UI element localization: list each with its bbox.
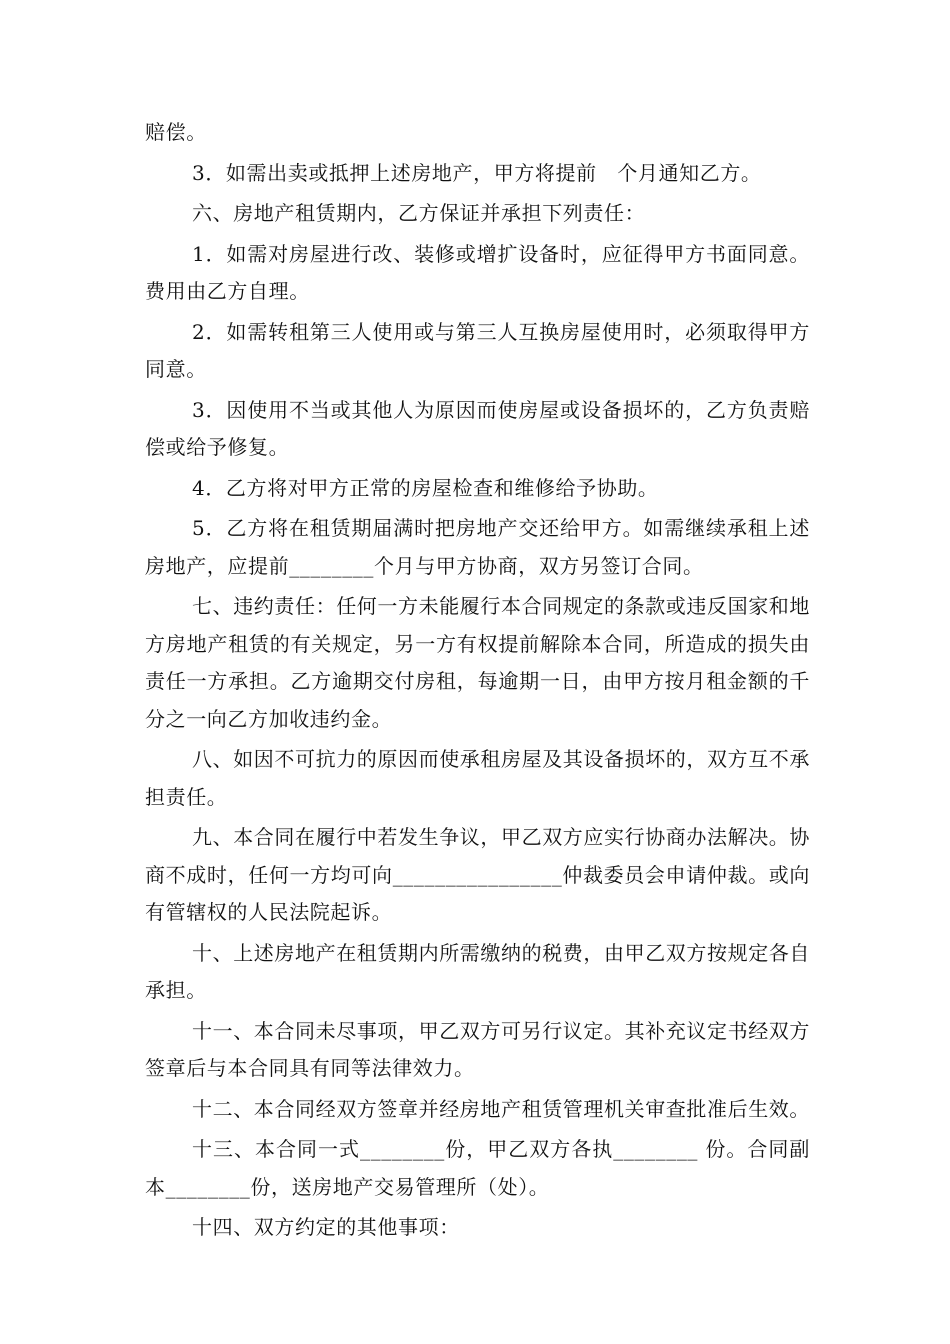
clause-6-4: 4．乙方将对甲方正常的房屋检查和维修给予协助。 [192,475,659,500]
clause-7: 七、违约责任：任何一方未能履行本合同规定的条款或违反国家和地方房地产租赁的有关规定，另一方有权提前解除本合同，所造成的损失由责任一方承担。乙方逾期交付房租，每逾期一日，由甲方按月租金额的千分之一向乙方加收违约金。 [145,594,810,731]
clause-10: 十、上述房地产在租赁期内所需缴纳的税费，由甲乙双方按规定各自承担。 [145,940,810,1002]
clause-6-heading: 六、房地产租赁期内，乙方保证并承担下列责任： [192,201,646,225]
clause-13: 十三、本合同一式________份，甲乙双方各执________ 份。合同副本________份，送房地产交易管理所（处）。 [145,1137,810,1199]
clause-5-3: 3．如需出卖或抵押上述房地产，甲方将提前 个月通知乙方。 [192,160,762,185]
clause-6-1: 1．如需对房屋进行改、装修或增扩设备时，应征得甲方书面同意。费用由乙方自理。 [145,241,810,303]
clause-14: 十四、双方约定的其他事项： [192,1215,460,1239]
clause-8: 八、如因不可抗力的原因而使承租房屋及其设备损坏的，双方互不承担责任。 [145,747,810,809]
paragraph-continuation: 赔偿。 [145,120,207,144]
clause-6-3: 3．因使用不当或其他人为原因而使房屋或设备损坏的，乙方负责赔偿或给予修复。 [145,397,810,459]
clause-9: 九、本合同在履行中若发生争议，甲乙双方应实行协商办法解决。协商不成时，任何一方均可向________________仲裁委员会申请仲裁。或向有管辖权的人民法院起诉。 [145,825,810,924]
clause-12: 十二、本合同经双方签章并经房地产租赁管理机关审查批准后生效。 [192,1096,810,1121]
clause-6-5: 5．乙方将在租赁期届满时把房地产交还给甲方。如需继续承租上述房地产，应提前________个月与甲方协商，双方另签订合同。 [145,516,810,578]
contract-page [145,114,810,1250]
clause-6-2: 2．如需转租第三人使用或与第三人互换房屋使用时，必须取得甲方同意。 [145,319,810,381]
clause-11: 十一、本合同未尽事项，甲乙双方可另行议定。其补充议定书经双方签章后与本合同具有同等法律效力。 [145,1018,810,1080]
